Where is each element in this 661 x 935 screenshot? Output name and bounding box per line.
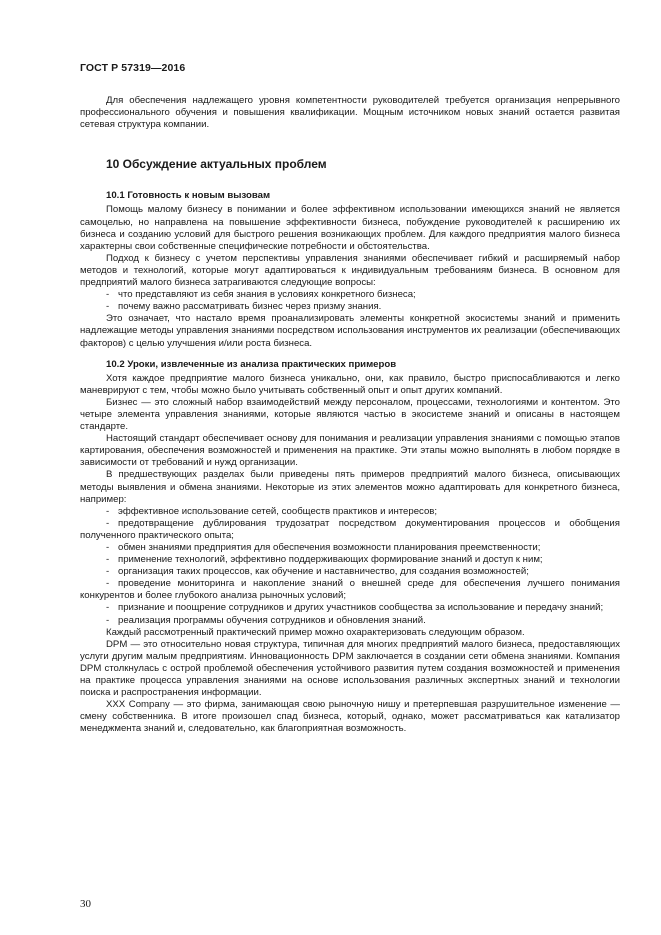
list-item: - почему важно рассматривать бизнес через призму знания. [106,301,382,313]
paragraph: XXX Company — это фирма, занимающая свою рыночную нишу и претерпевшая разрушительное изменение — смену собственника. В итоге произошел спад бизнеса, который, однако, может рассматриваться как катализатор менеджмента знаний и, следовательно, как благоприятная возможность. [80,699,620,735]
paragraph: В предшествующих разделах были приведены пять примеров предприятий малого бизнеса, описывающих методы выявления и обмена знаниями. Некоторые из этих элементов можно адаптировать для конкретного бизнеса, например: [80,469,620,505]
intro-paragraph: Для обеспечения надлежащего уровня компетентности руководителей требуется организация непрерывного профессионального обучения и повышения квалификации. Мощным источником новых знаний остается развитая сетевая структура компании. [80,95,620,131]
subsection-10-1-title: 10.1 Готовность к новым вызовам [106,190,271,202]
document-header: ГОСТ Р 57319—2016 [80,62,186,74]
list-item: - реализация программы обучения сотрудников и обновления знаний. [106,614,426,626]
list-item: - признание и поощрение сотрудников и других участников сообщества за использование и передачу знаний; [106,602,604,614]
paragraph: Помощь малому бизнесу в понимании и более эффективном использовании имеющихся знаний не является самоцелью, но направлена на повышение эффективности бизнеса, побуждение руководителей к расширению их бизнеса и созданию условий для быстрого решения возникающих проблем. Для каждого предприятия малого бизнеса характерны свои собственные специфические потребности и обстоятельства. [80,204,620,252]
document-body [80,95,620,736]
paragraph: DPM — это относительно новая структура, типичная для многих предприятий малого бизнеса, предоставляющих услуги другим малым предприятиям. Инновационность DPM заключается в создании сети обмена знаниями. Компания DPM столкнулась с острой проблемой обеспечения устойчивого развития путем создания возможностей и применения на практике процесса управления знаниями на основе использования различных экспертных знаний и технологии поиска и распространения информации. [80,638,620,699]
subsection-10-2-title: 10.2 Уроки, извлеченные из анализа практических примеров [106,358,397,370]
list-item: - эффективное использование сетей, сообществ практиков и интересов; [106,505,438,517]
list-item: - организация таких процессов, как обучение и наставничество, для создания возможностей; [106,566,529,578]
paragraph: Каждый рассмотренный практический пример можно охарактеризовать следующим образом. [106,626,525,638]
list-item: - проведение мониторинга и накопление знаний о внешней среде для обеспечения лучшего понимания конкурентов и более глубокого анализа рыночных условий; [80,578,620,602]
paragraph: Настоящий стандарт обеспечивает основу для понимания и реализации управления знаниями с помощью этапов картирования, обеспечения возможностей и применения на практике. Эти этапы можно выполнять в любом порядке в зависимости от требований и нужд организации. [80,433,620,469]
list-item: - что представляют из себя знания в условиях конкретного бизнеса; [106,289,416,301]
paragraph: Подход к бизнесу с учетом перспективы управления знаниями обеспечивает гибкий и расширяемый набор методов и технологий, которые могут адаптироваться к индивидуальным требованиям бизнеса. В основном для предприятий малого бизнеса затрагиваются следующие вопросы: [80,252,620,289]
paragraph: Это означает, что настало время проанализировать элементы конкретной экосистемы знаний и применить надлежащие методы управления знаниями посредством использования инструментов их реализации (обеспечивающих факторов) с целью улучшения и/или роста бизнеса. [80,313,620,349]
page-number: 30 [80,898,91,910]
list-item: - применение технологий, эффективно поддерживающих формирование знаний и доступ к ним; [106,554,543,566]
list-item: - предотвращение дублирования трудозатрат посредством документирования процессов и обобщения полученного практического опыта; [80,517,620,541]
paragraph: Бизнес — это сложный набор взаимодействий между персоналом, процессами, технологиями и контентом. Это четыре элемента управления знаниями, которые являются частью в экосистеме знаний и описаны в настоящем стандарте. [80,396,620,433]
section-10-title: 10 Обсуждение актуальных проблем [106,157,327,172]
list-item: - обмен знаниями предприятия для обеспечения возможности планирования преемственности; [106,542,541,553]
paragraph: Хотя каждое предприятие малого бизнеса уникально, они, как правило, быстро приспосабливаются и легко маневрируют с тем, чтобы можно было учитывать собственный опыт и опыт других компаний. [80,372,620,396]
